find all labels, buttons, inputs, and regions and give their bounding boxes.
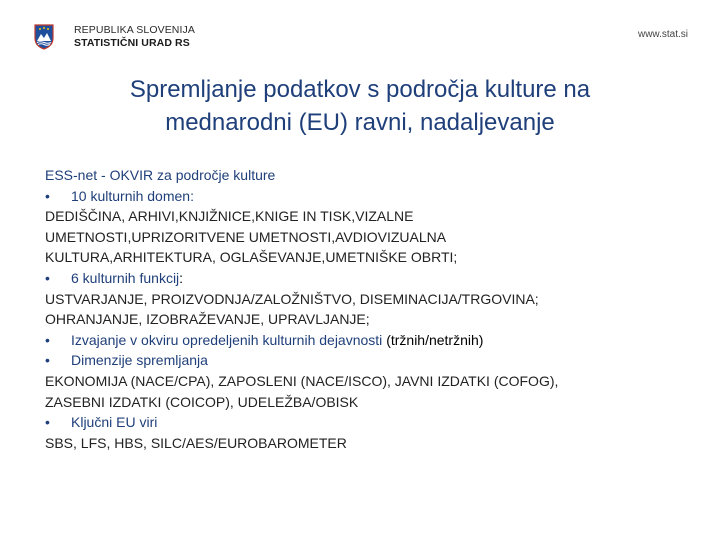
bullet-functions-colon: : <box>179 269 184 286</box>
sources-line: SBS, LFS, HBS, SILC/AES/EUROBAROMETER <box>45 434 347 451</box>
domains-line-2: UMETNOSTI,UPRIZORITVENE UMETNOSTI,AVDIOVIZUALNA <box>45 228 447 245</box>
bullet-domains <box>45 186 685 207</box>
org-line-1: REPUBLIKA SLOVENIJA <box>74 24 195 36</box>
ess-net-line: ESS-net - OKVIR za področje kulture <box>45 167 276 183</box>
bullet-icon: • <box>45 331 50 348</box>
slovenia-coat-of-arms-icon <box>34 24 54 50</box>
slide-content <box>45 165 685 453</box>
organization-name <box>74 24 195 50</box>
domains-line-3: KULTURA,ARHITEKTURA, OGLAŠEVANJE,UMETNIŠKE OBRTI; <box>45 249 458 266</box>
bullet-sources-label: Ključni EU viri <box>71 414 158 431</box>
bullet-dimensions-label: Dimenzije spremljanja <box>71 352 208 369</box>
org-line-2: STATISTIČNI URAD RS <box>74 37 190 49</box>
bullet-functions-label: 6 kulturnih funkcij <box>71 269 180 286</box>
domains-line-1: DEDIŠČINA, ARHIVI,KNJIŽNICE,KNIGE IN TISK,VIZALNE <box>45 208 414 225</box>
dimensions-line-1: EKONOMIJA (NACE/CPA), ZAPOSLENI (NACE/ISCO), JAVNI IZDATKI (COFOG), <box>45 372 559 389</box>
bullet-dimensions <box>45 350 685 371</box>
bullet-activities-label: Izvajanje v okviru opredeljenih kulturnih dejavnosti <box>71 331 383 348</box>
bullet-domains-label: 10 kulturnih domen: <box>71 187 194 204</box>
bullet-icon: • <box>45 269 50 286</box>
functions-line-2: OHRANJANJE, IZOBRAŽEVANJE, UPRAVLJANJE; <box>45 311 370 328</box>
page-title <box>20 73 700 139</box>
website-url[interactable]: www.stat.si <box>637 29 688 40</box>
header <box>0 0 720 60</box>
bullet-functions <box>45 268 685 289</box>
title-line-1: Spremljanje podatkov s področja kulture na <box>129 76 591 103</box>
functions-line-1: USTVARJANJE, PROIZVODNJA/ZALOŽNIŠTVO, DISEMINACIJA/TRGOVINA; <box>45 290 539 307</box>
title-line-2: mednarodni (EU) ravni, nadaljevanje <box>165 109 555 136</box>
bullet-activities-paren: (tržnih/netržnih) <box>386 331 484 348</box>
dimensions-line-2: ZASEBNI IZDATKI (COICOP), UDELEŽBA/OBISK <box>45 393 359 410</box>
bullet-icon: • <box>45 352 50 369</box>
bullet-sources <box>45 412 685 433</box>
bullet-icon: • <box>45 187 50 204</box>
bullet-icon: • <box>45 414 50 431</box>
bullet-activities <box>45 330 685 351</box>
